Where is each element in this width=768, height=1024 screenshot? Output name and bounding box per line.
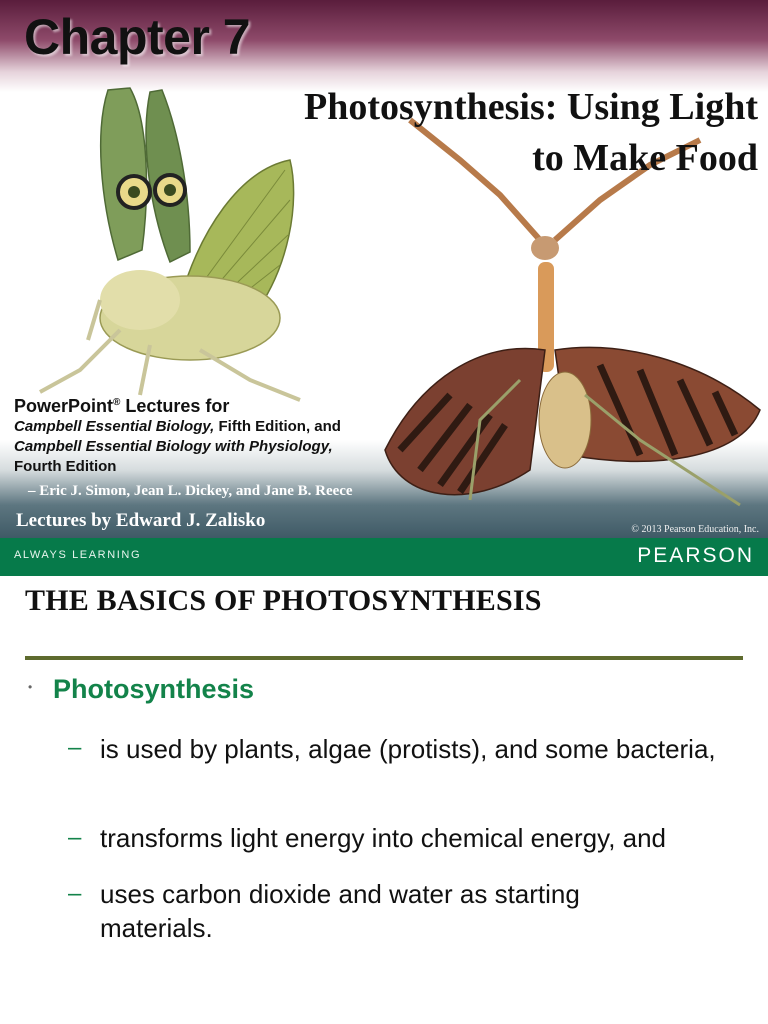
title-line-1: Photosynthesis: Using Light [304,86,758,128]
chapter-title: Chapter 7 [24,9,251,65]
book1-title: Campbell Essential Biology, [14,418,215,435]
authors-line: – Eric J. Simon, Jean L. Dickey, and Jane B. Reece [28,483,353,499]
dash-marker: – [68,734,82,761]
book-line-1 [14,417,341,437]
copyright-notice: © 2013 Pearson Education, Inc. [631,524,759,535]
credit-block [14,396,341,477]
book2-edition: Fourth Edition [14,458,117,475]
pearson-logo: PEARSON [637,544,754,567]
pp-suffix: Lectures for [120,396,230,416]
registered-mark: ® [113,397,121,408]
tagline: ALWAYS LEARNING [14,549,142,561]
sub-point-2: transforms light energy into chemical energy, and [100,823,667,853]
book1-edition: Fifth Edition, and [214,418,341,435]
publisher-bar [0,538,768,576]
sub-point-1: is used by plants, algae (protists), and some bacteria, [100,734,716,764]
title-line-2: to Make Food [532,137,758,179]
slide-heading: THE BASICS OF PHOTOSYNTHESIS [25,584,542,617]
sub-point-3: uses carbon dioxide and water as starting materials. [100,879,580,943]
heading-divider [25,656,743,660]
book2-title: Campbell Essential Biology with Physiology, [14,438,333,455]
content-slide [0,576,768,1024]
dash-marker: – [68,880,82,907]
bullet-dot: • [28,680,33,694]
bullet-topic: Photosynthesis [53,674,255,704]
powerpoint-line [14,396,341,417]
lecturer-line: Lectures by Edward J. Zalisko [16,510,266,531]
chapter-subtitle [198,82,758,184]
pp-prefix: PowerPoint [14,396,114,416]
dash-marker: – [68,824,82,851]
book-line-2 [14,437,341,457]
